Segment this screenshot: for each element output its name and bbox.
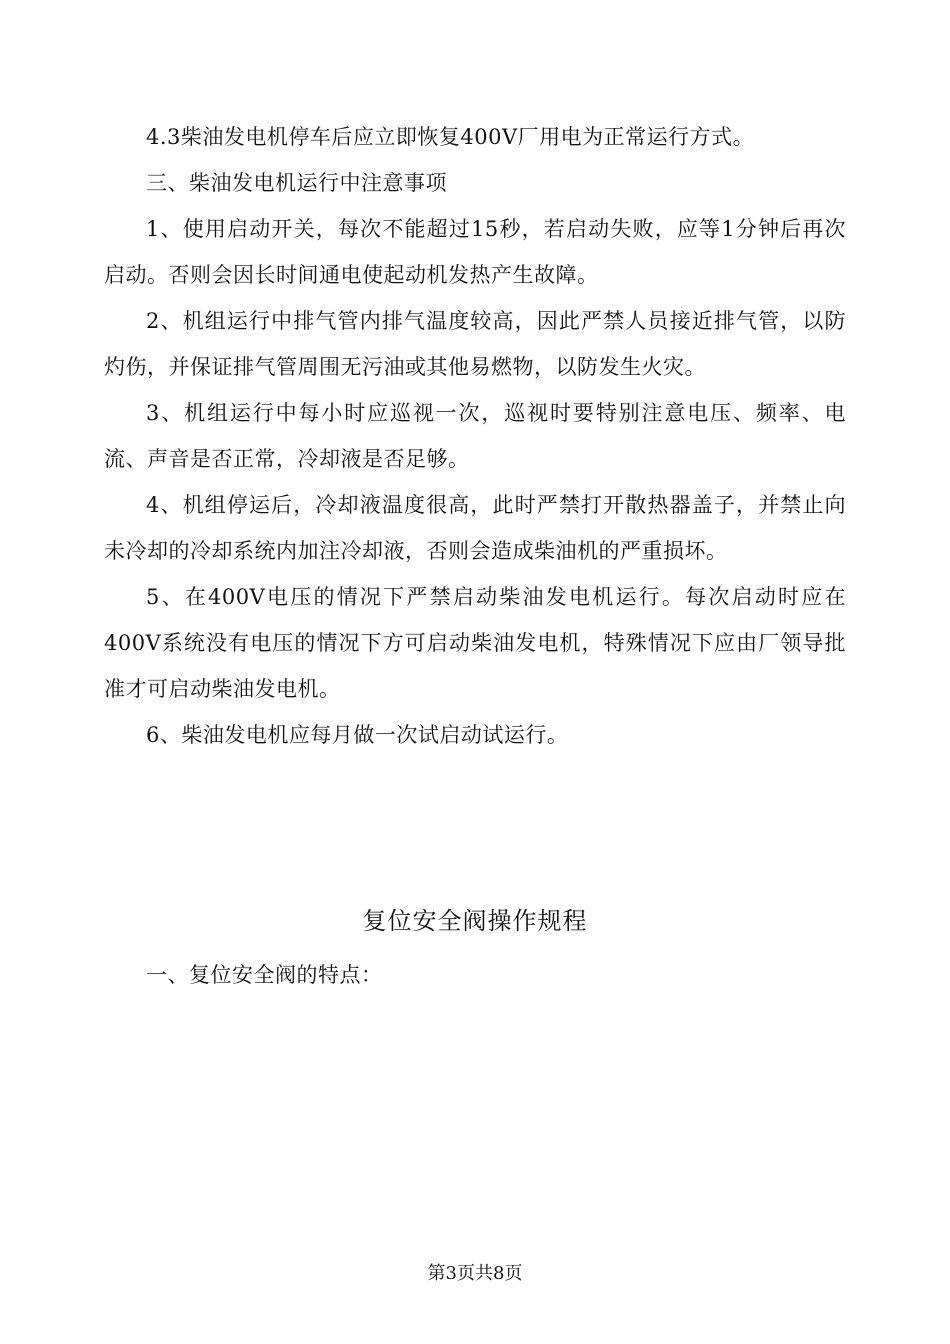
section-body xyxy=(104,952,846,998)
paragraph-note-6: 6、柴油发电机应每月做一次试启动试运行。 xyxy=(146,723,569,747)
paragraph-note-2: 2、机组运行中排气管内排气温度较高，因此严禁人员接近排气管，以防灼伤，并保证排气管周围无污油或其他易燃物，以防发生火灾。 xyxy=(104,309,846,379)
paragraph-restore-power: 4.3柴油发电机停车后应立即恢复400V厂用电为正常运行方式。 xyxy=(146,125,755,149)
paragraph-note-1: 1、使用启动开关，每次不能超过15秒，若启动失败，应等1分钟后再次启动。否则会因长时间通电使起动机发热产生故障。 xyxy=(104,217,846,287)
paragraph-note-5: 5、在400V电压的情况下严禁启动柴油发电机运行。每次启动时应在400V系统没有电压的情况下方可启动柴油发电机，特殊情况下应由厂领导批准才可启动柴油发电机。 xyxy=(104,585,846,701)
section-title: 复位安全阀操作规程 xyxy=(362,907,588,935)
document-body xyxy=(104,114,846,758)
section-subheading: 一、复位安全阀的特点： xyxy=(146,963,383,987)
paragraph-note-4: 4、机组停运后，冷却液温度很高，此时严禁打开散热器盖子，并禁止向未冷却的冷却系统内加注冷却液，否则会造成柴油机的严重损坏。 xyxy=(104,493,846,563)
page-number: 第3页共8页 xyxy=(427,1263,523,1284)
paragraph-note-3: 3、机组运行中每小时应巡视一次，巡视时要特别注意电压、频率、电流、声音是否正常，冷却液是否足够。 xyxy=(104,401,846,471)
heading-operation-notes: 三、柴油发电机运行中注意事项 xyxy=(146,171,447,195)
